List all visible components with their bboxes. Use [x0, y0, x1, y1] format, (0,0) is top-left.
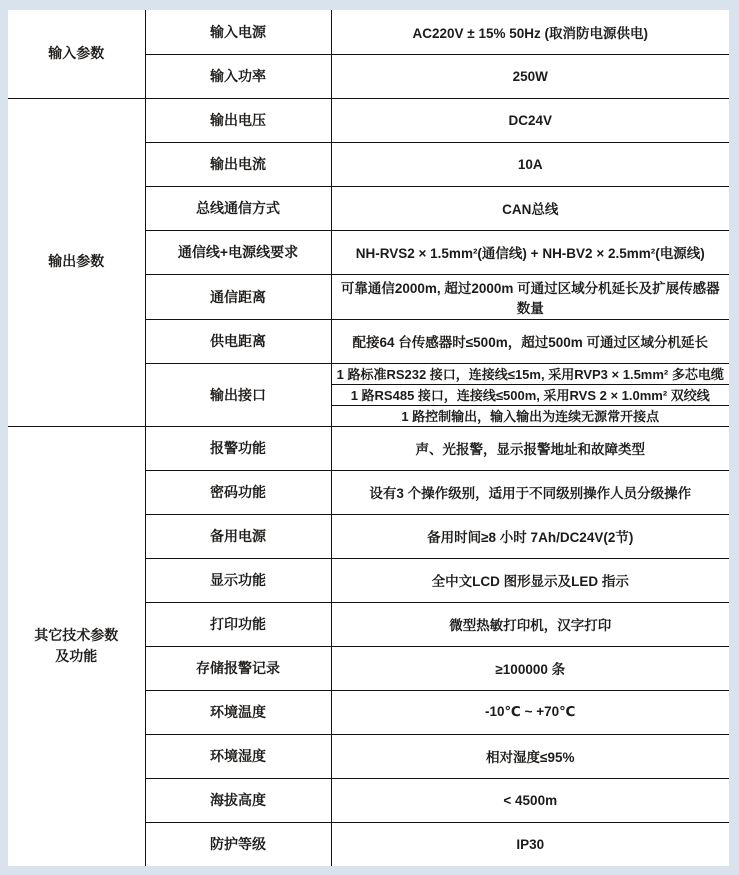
param-label-cell: 输出电压 — [145, 98, 331, 142]
param-label-cell: 环境湿度 — [145, 734, 331, 778]
param-label-cell: 输入功率 — [145, 54, 331, 98]
param-label-cell: 通信距离 — [145, 274, 331, 319]
param-label-cell: 存储报警记录 — [145, 646, 331, 690]
param-value-cell: AC220V ± 15% 50Hz (取消防电源供电) — [331, 10, 729, 54]
param-value-cell: 1 路控制输出，输入输出为连续无源常开接点 — [331, 405, 729, 426]
param-label-cell: 显示功能 — [145, 558, 331, 602]
param-value-cell: 微型热敏打印机，汉字打印 — [331, 602, 729, 646]
param-value-cell: -10℃ ~ +70℃ — [331, 690, 729, 734]
spec-table — [8, 10, 729, 866]
param-label-cell: 输入电源 — [145, 10, 331, 54]
param-value-cell: ≥100000 条 — [331, 646, 729, 690]
table-row — [8, 98, 729, 142]
param-label-cell: 报警功能 — [145, 426, 331, 470]
param-label-cell: 打印功能 — [145, 602, 331, 646]
table-row — [8, 10, 729, 54]
param-value-cell: 相对湿度≤95% — [331, 734, 729, 778]
category-label: 及功能 — [55, 648, 98, 665]
category-cell — [8, 426, 145, 866]
param-value-cell: 1 路RS485 接口，连接线≤500m, 采用RVS 2 × 1.0mm² 双绞线 — [331, 384, 729, 405]
category-cell — [8, 98, 145, 426]
param-label-cell: 通信线+电源线要求 — [145, 230, 331, 274]
param-value-cell: 声、光报警，显示报警地址和故障类型 — [331, 426, 729, 470]
param-value-cell: 备用时间≥8 小时 7Ah/DC24V(2节) — [331, 514, 729, 558]
param-value-cell: 可靠通信2000m, 超过2000m 可通过区域分机延长及扩展传感器数量 — [331, 274, 729, 319]
param-label-cell: 总线通信方式 — [145, 186, 331, 230]
table-row — [8, 426, 729, 470]
param-label-cell: 供电距离 — [145, 319, 331, 363]
param-value-cell: 250W — [331, 54, 729, 98]
param-label-cell: 海拔高度 — [145, 778, 331, 822]
param-label-cell: 输出电流 — [145, 142, 331, 186]
param-value-cell: 10A — [331, 142, 729, 186]
param-label-cell: 密码功能 — [145, 470, 331, 514]
spec-sheet — [8, 10, 729, 866]
param-label-cell: 防护等级 — [145, 822, 331, 866]
param-value-cell: IP30 — [331, 822, 729, 866]
category-cell — [8, 10, 145, 98]
param-value-cell: 1 路标准RS232 接口，连接线≤15m, 采用RVP3 × 1.5mm² 多芯电缆 — [331, 363, 729, 384]
param-value-cell: 全中文LCD 图形显示及LED 指示 — [331, 558, 729, 602]
param-value-cell: < 4500m — [331, 778, 729, 822]
category-label: 其它技术参数 — [34, 626, 119, 643]
param-value-cell: DC24V — [331, 98, 729, 142]
param-value-cell: 设有3 个操作级别，适用于不同级别操作人员分级操作 — [331, 470, 729, 514]
param-label-cell: 输出接口 — [145, 363, 331, 426]
param-label-cell: 环境温度 — [145, 690, 331, 734]
param-value-cell: 配接64 台传感器时≤500m，超过500m 可通过区域分机延长 — [331, 319, 729, 363]
param-value-cell: NH-RVS2 × 1.5mm²(通信线) + NH-BV2 × 2.5mm²(电源线) — [331, 230, 729, 274]
param-value-cell: CAN总线 — [331, 186, 729, 230]
category-label: 输出参数 — [48, 253, 105, 270]
param-label-cell: 备用电源 — [145, 514, 331, 558]
category-label: 输入参数 — [48, 44, 105, 61]
